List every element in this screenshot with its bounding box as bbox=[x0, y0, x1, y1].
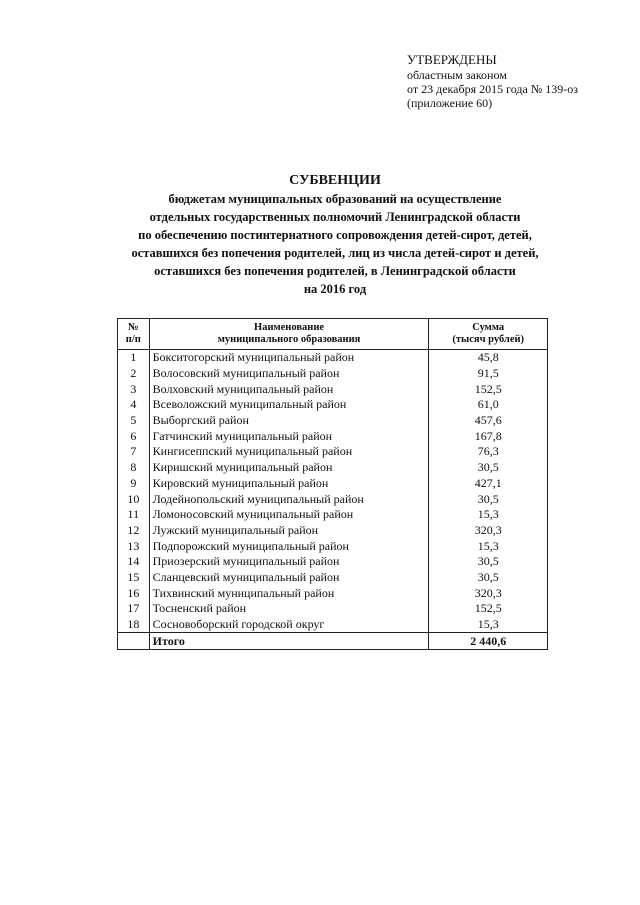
subsidy-table bbox=[117, 318, 548, 650]
table-row bbox=[118, 538, 548, 554]
header-name-line: Наименование bbox=[254, 322, 325, 333]
approval-line: (приложение 60) bbox=[407, 96, 493, 110]
approval-line: от 23 декабря 2015 года № 139-оз bbox=[407, 82, 579, 96]
row-sum: 152,5 bbox=[429, 381, 548, 397]
row-sum: 152,5 bbox=[429, 601, 548, 617]
header-num-line: № bbox=[128, 322, 139, 333]
row-num: 15 bbox=[118, 570, 150, 586]
row-sum: 30,5 bbox=[429, 570, 548, 586]
row-name: Лужский муниципальный район bbox=[149, 523, 429, 539]
title-line: бюджетам муниципальных образований на осуществление bbox=[168, 192, 502, 206]
row-num: 11 bbox=[118, 507, 150, 523]
title-line: оставшихся без попечения родителей, в Ленинградской области bbox=[154, 264, 516, 278]
row-num: 9 bbox=[118, 476, 150, 492]
row-num: 14 bbox=[118, 554, 150, 570]
row-num: 12 bbox=[118, 523, 150, 539]
row-num: 10 bbox=[118, 491, 150, 507]
row-name: Выборгский район bbox=[149, 413, 429, 429]
table-row bbox=[118, 523, 548, 539]
table-row bbox=[118, 554, 548, 570]
row-num: 17 bbox=[118, 601, 150, 617]
row-name: Лодейнопольский муниципальный район bbox=[149, 491, 429, 507]
table-row bbox=[118, 585, 548, 601]
header-sum-line: (тысяч рублей) bbox=[452, 334, 525, 345]
row-name: Тихвинский муниципальный район bbox=[149, 585, 429, 601]
table-row bbox=[118, 507, 548, 523]
row-sum: 457,6 bbox=[429, 413, 548, 429]
table-row bbox=[118, 491, 548, 507]
title-line: отдельных государственных полномочий Ленинградской области bbox=[149, 210, 521, 224]
row-num: 3 bbox=[118, 381, 150, 397]
row-name: Кингисеппский муниципальный район bbox=[149, 444, 429, 460]
row-name: Кировский муниципальный район bbox=[149, 476, 429, 492]
header-num-line: п/п bbox=[125, 334, 141, 345]
row-sum: 320,3 bbox=[429, 585, 548, 601]
approval-heading: УТВЕРЖДЕНЫ bbox=[407, 52, 497, 67]
row-name: Ломоносовский муниципальный район bbox=[149, 507, 429, 523]
row-num: 16 bbox=[118, 585, 150, 601]
row-name: Бокситогорский муниципальный район bbox=[149, 350, 429, 366]
title-line: по обеспечению постинтернатного сопровождения детей-сирот, детей, bbox=[138, 228, 532, 242]
table-header-row bbox=[118, 319, 548, 350]
header-sum bbox=[429, 319, 548, 350]
header-name-line: муниципального образования bbox=[217, 334, 361, 345]
header-name bbox=[149, 319, 429, 350]
row-name: Сосновоборский городской округ bbox=[149, 617, 429, 633]
row-name: Всеволожский муниципальный район bbox=[149, 397, 429, 413]
row-num: 1 bbox=[118, 350, 150, 366]
row-num: 2 bbox=[118, 366, 150, 382]
table-row bbox=[118, 617, 548, 633]
table-row bbox=[118, 428, 548, 444]
table-row bbox=[118, 444, 548, 460]
title-line: на 2016 год bbox=[303, 282, 367, 296]
table-row bbox=[118, 413, 548, 429]
header-num bbox=[118, 319, 150, 350]
row-sum: 91,5 bbox=[429, 366, 548, 382]
approval-stamp bbox=[407, 52, 578, 110]
row-num: 7 bbox=[118, 444, 150, 460]
row-sum: 15,3 bbox=[429, 507, 548, 523]
table-row bbox=[118, 381, 548, 397]
row-sum: 61,0 bbox=[429, 397, 548, 413]
row-name: Тосненский район bbox=[149, 601, 429, 617]
table-row bbox=[118, 476, 548, 492]
table-row bbox=[118, 366, 548, 382]
row-sum: 15,3 bbox=[429, 617, 548, 633]
table-row bbox=[118, 601, 548, 617]
row-num: 13 bbox=[118, 538, 150, 554]
row-sum: 427,1 bbox=[429, 476, 548, 492]
header-sum-line: Сумма bbox=[472, 322, 505, 333]
row-name: Приозерский муниципальный район bbox=[149, 554, 429, 570]
row-sum: 167,8 bbox=[429, 428, 548, 444]
row-num: 8 bbox=[118, 460, 150, 476]
row-sum: 30,5 bbox=[429, 460, 548, 476]
table-row bbox=[118, 570, 548, 586]
row-name: Волосовский муниципальный район bbox=[149, 366, 429, 382]
row-name: Волховский муниципальный район bbox=[149, 381, 429, 397]
row-name: Киришский муниципальный район bbox=[149, 460, 429, 476]
row-sum: 15,3 bbox=[429, 538, 548, 554]
row-num: 4 bbox=[118, 397, 150, 413]
row-sum: 320,3 bbox=[429, 523, 548, 539]
row-num: 18 bbox=[118, 617, 150, 633]
row-sum: 45,8 bbox=[429, 350, 548, 366]
title-line: оставшихся без попечения родителей, лиц из числа детей-сирот и детей, bbox=[131, 246, 539, 260]
row-name: Подпорожский муниципальный район bbox=[149, 538, 429, 554]
table-row bbox=[118, 350, 548, 366]
document-title bbox=[105, 172, 565, 298]
total-label: Итого bbox=[149, 633, 429, 650]
row-num: 5 bbox=[118, 413, 150, 429]
row-sum: 76,3 bbox=[429, 444, 548, 460]
table-row bbox=[118, 460, 548, 476]
row-sum: 30,5 bbox=[429, 554, 548, 570]
total-num-cell bbox=[118, 633, 150, 650]
title-heading: СУБВЕНЦИИ bbox=[289, 173, 381, 188]
total-sum: 2 440,6 bbox=[429, 633, 548, 650]
row-name: Гатчинский муниципальный район bbox=[149, 428, 429, 444]
approval-line: областным законом bbox=[407, 68, 507, 82]
total-row bbox=[118, 633, 548, 650]
row-sum: 30,5 bbox=[429, 491, 548, 507]
row-name: Сланцевский муниципальный район bbox=[149, 570, 429, 586]
row-num: 6 bbox=[118, 428, 150, 444]
table-row bbox=[118, 397, 548, 413]
